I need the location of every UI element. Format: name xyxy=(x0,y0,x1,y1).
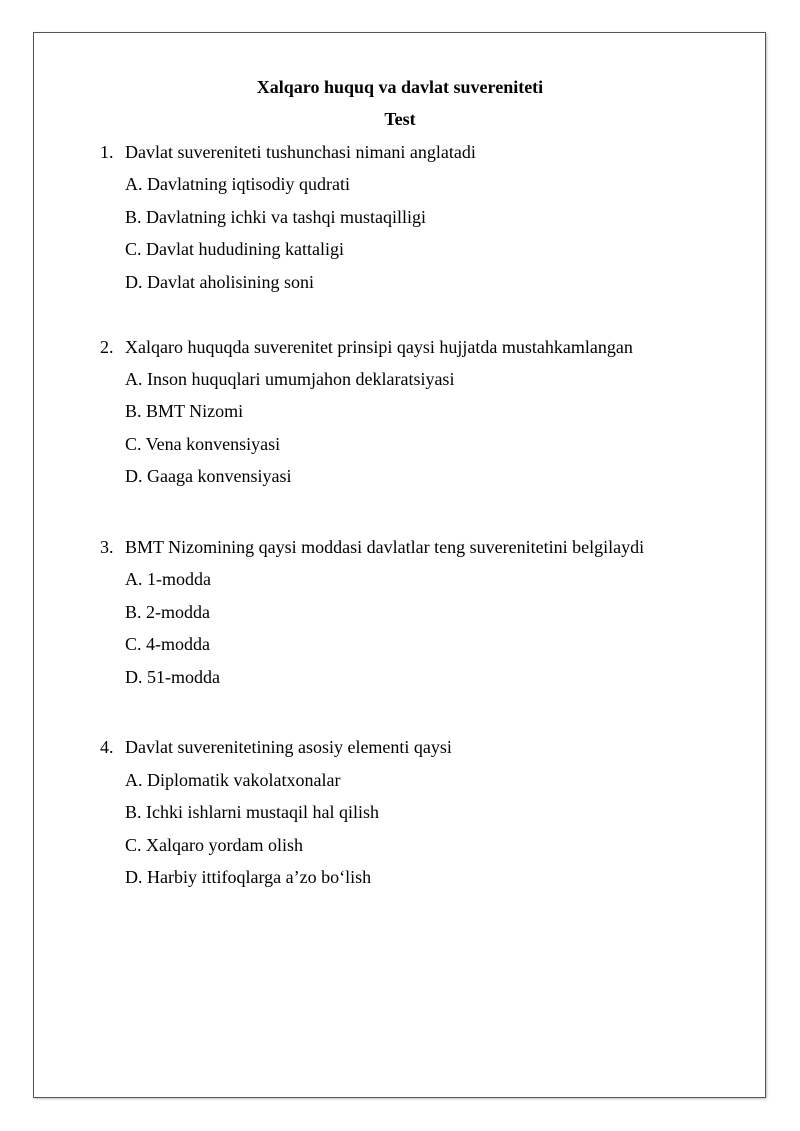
question-2-option-b: B. BMT Nizomi xyxy=(125,401,244,421)
question-4-option-a: A. Diplomatik vakolatxonalar xyxy=(125,770,341,790)
question-4-option-d: D. Harbiy ittifoqlarga a’zo bo‘lish xyxy=(125,867,372,887)
question-4-option-c: C. Xalqaro yordam olish xyxy=(125,835,303,855)
question-3-option-c: C. 4-modda xyxy=(125,634,210,654)
question-text: Davlat suvereniteti tushunchasi nimani anglatadi xyxy=(125,142,476,162)
question-1-option-c: C. Davlat hududining kattaligi xyxy=(125,239,344,259)
document-subtitle: Test xyxy=(384,109,416,129)
question-2-option-a: A. Inson huquqlari umumjahon deklaratsiyasi xyxy=(125,369,455,389)
question-3-option-d: D. 51-modda xyxy=(125,667,220,687)
question-3-text xyxy=(100,536,644,558)
question-3-option-a: A. 1-modda xyxy=(125,569,211,589)
question-number: 2. xyxy=(100,337,114,357)
question-4-option-b: B. Ichki ishlarni mustaqil hal qilish xyxy=(125,802,379,822)
question-number: 3. xyxy=(100,537,114,557)
question-2-text xyxy=(100,336,633,358)
question-1-option-d: D. Davlat aholisining soni xyxy=(125,272,314,292)
question-2-option-d: D. Gaaga konvensiyasi xyxy=(125,466,292,486)
question-3-option-b: B. 2-modda xyxy=(125,602,210,622)
question-1-option-a: A. Davlatning iqtisodiy qudrati xyxy=(125,174,350,194)
question-4-text xyxy=(100,736,452,758)
question-number: 4. xyxy=(100,737,114,757)
document-title: Xalqaro huquq va davlat suvereniteti xyxy=(256,77,544,97)
question-number: 1. xyxy=(100,142,114,162)
question-text: BMT Nizomining qaysi moddasi davlatlar teng suverenitetini belgilaydi xyxy=(125,537,645,557)
question-2-option-c: C. Vena konvensiyasi xyxy=(125,434,281,454)
question-text: Davlat suverenitetining asosiy elementi qaysi xyxy=(125,737,452,757)
question-1-option-b: B. Davlatning ichki va tashqi mustaqilligi xyxy=(125,207,426,227)
question-text: Xalqaro huquqda suverenitet prinsipi qaysi hujjatda mustahkamlangan xyxy=(125,337,633,357)
question-1-text xyxy=(100,141,476,163)
